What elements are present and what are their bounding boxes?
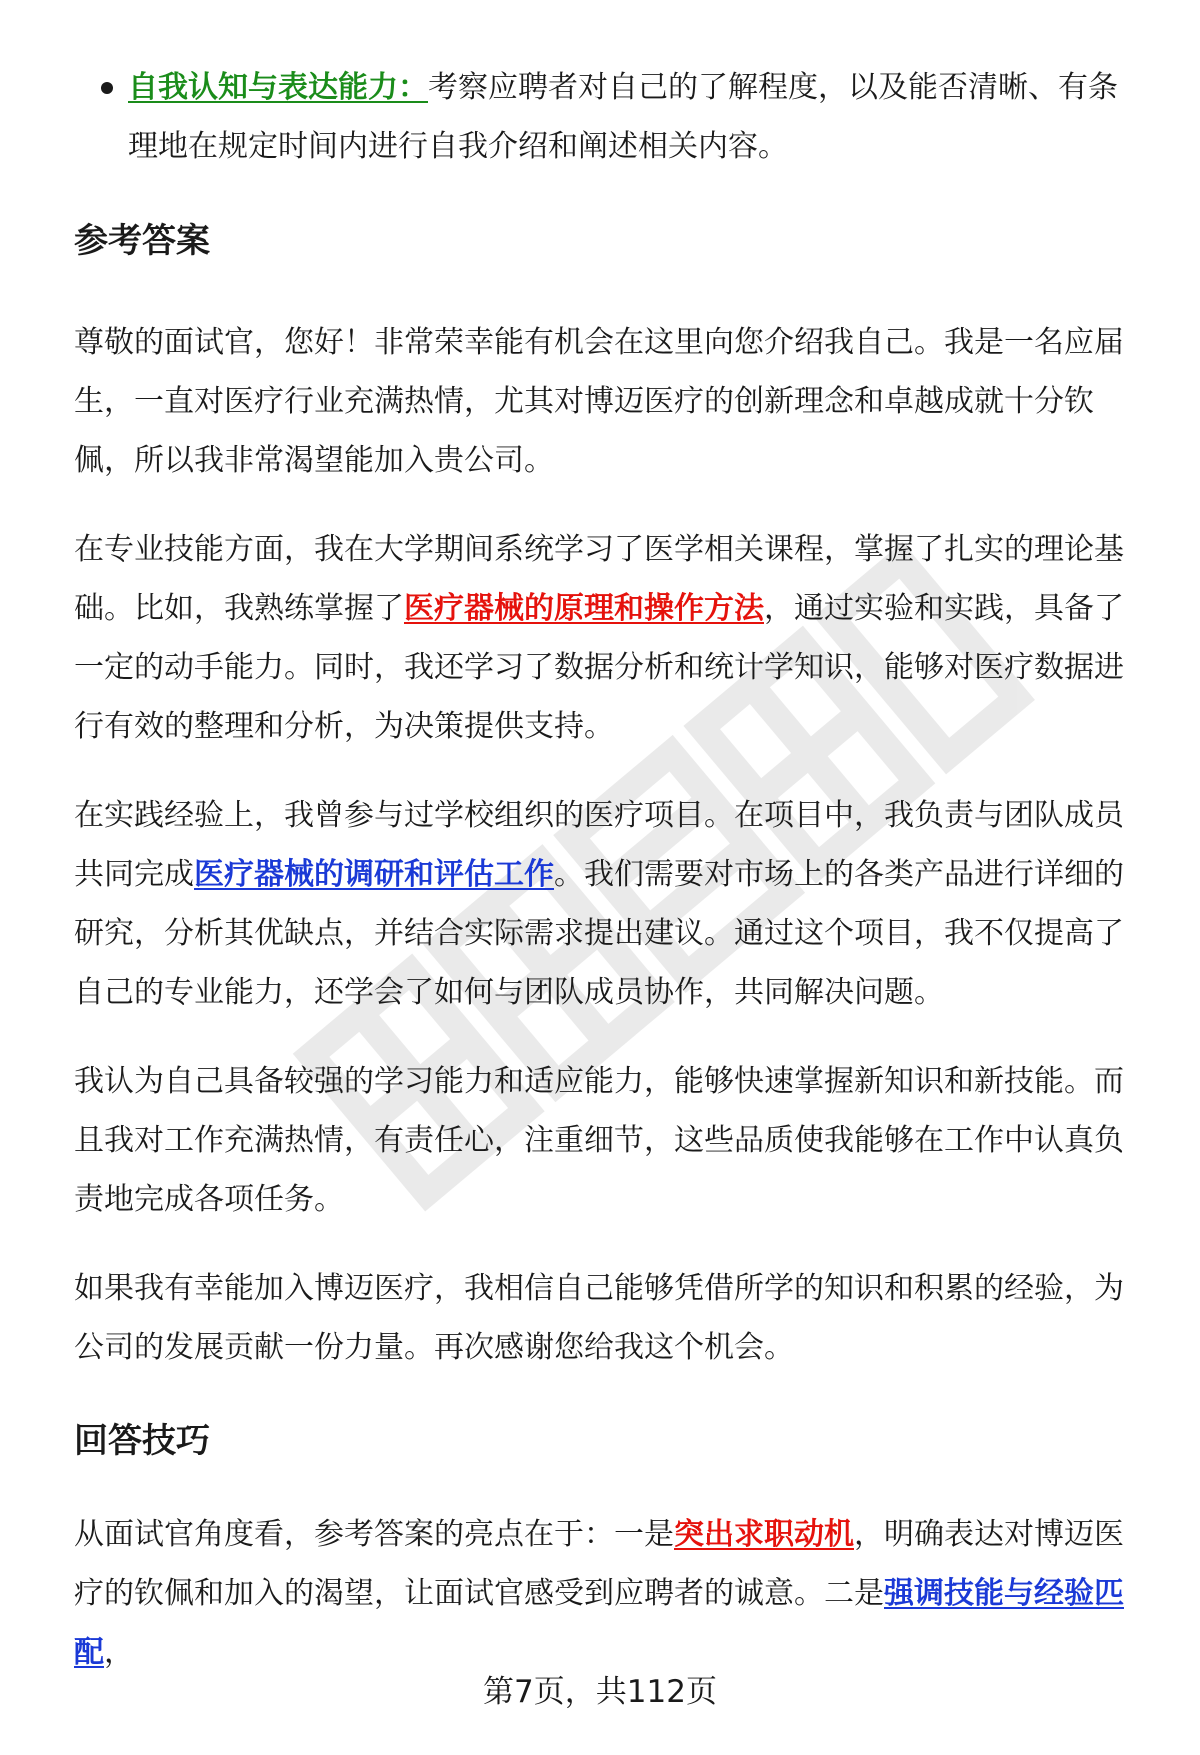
keyword-skill-match: 强调技能与经验匹配 bbox=[74, 1576, 1124, 1670]
main-content bbox=[74, 58, 1144, 1712]
section-title-answer-tips: 回答技巧 bbox=[74, 1421, 210, 1461]
keyword-device-principles: 医疗器械的原理和操作方法 bbox=[404, 591, 764, 626]
tips-text-c: ， bbox=[104, 1635, 134, 1670]
paragraph-2-text-a: 在专业技能方面，我在大学期间系统学习了医学相关课程，掌握了扎实的理论基础。比如，我熟练掌握了 bbox=[74, 532, 1124, 626]
section-title-reference-answer: 参考答案 bbox=[74, 221, 210, 261]
answer-paragraph-5: 如果我有幸能加入博迈医疗，我相信自己能够凭借所学的知识和积累的经验，为公司的发展贡献一份力量。再次感谢您给我这个机会。 bbox=[74, 1271, 1124, 1365]
paragraph-3-text-b: 。我们需要对市场上的各类产品进行详细的研究，分析其优缺点，并结合实际需求提出建议。通过这个项目，我不仅提高了自己的专业能力，还学会了如何与团队成员协作，共同解决问题。 bbox=[74, 857, 1124, 1010]
keyword-job-motivation: 突出求职动机 bbox=[674, 1517, 854, 1552]
paragraph-2-text-b: ，通过实验和实践，具备了一定的动手能力。同时，我还学习了数据分析和统计学知识，能够对医疗数据进行有效的整理和分析，为决策提供支持。 bbox=[74, 591, 1124, 744]
keyword-self-awareness: 自我认知与表达能力： bbox=[128, 70, 428, 105]
paragraph-3-text-a: 在实践经验上，我曾参与过学校组织的医疗项目。在项目中，我负责与团队成员共同完成 bbox=[74, 798, 1124, 892]
bullet-item bbox=[74, 58, 1144, 176]
answer-paragraph-2 bbox=[74, 520, 1144, 756]
keyword-device-research: 医疗器械的调研和评估工作 bbox=[194, 857, 554, 892]
bullet-text: 考察应聘者对自己的了解程度，以及能否清晰、有条理地在规定时间内进行自我介绍和阐述相关内容。 bbox=[128, 70, 1118, 164]
tips-paragraph-1 bbox=[74, 1505, 1144, 1682]
answer-paragraph-4: 我认为自己具备较强的学习能力和适应能力，能够快速掌握新知识和新技能。而且我对工作充满热情，有责任心，注重细节，这些品质使我能够在工作中认真负责地完成各项任务。 bbox=[74, 1064, 1124, 1217]
tips-text-a: 从面试官角度看，参考答案的亮点在于：一是 bbox=[74, 1517, 674, 1552]
answer-paragraph-1: 尊敬的面试官，您好！非常荣幸能有机会在这里向您介绍我自己。我是一名应届生，一直对医疗行业充满热情，尤其对博迈医疗的创新理念和卓越成就十分钦佩，所以我非常渴望能加入贵公司。 bbox=[74, 325, 1124, 478]
answer-paragraph-3 bbox=[74, 786, 1144, 1022]
bullet-dot-icon bbox=[101, 82, 113, 94]
page-number: 第7页，共112页 bbox=[483, 1674, 717, 1710]
tips-text-b: ，明确表达对博迈医疗的钦佩和加入的渴望，让面试官感受到应聘者的诚意。二是 bbox=[74, 1517, 1124, 1611]
